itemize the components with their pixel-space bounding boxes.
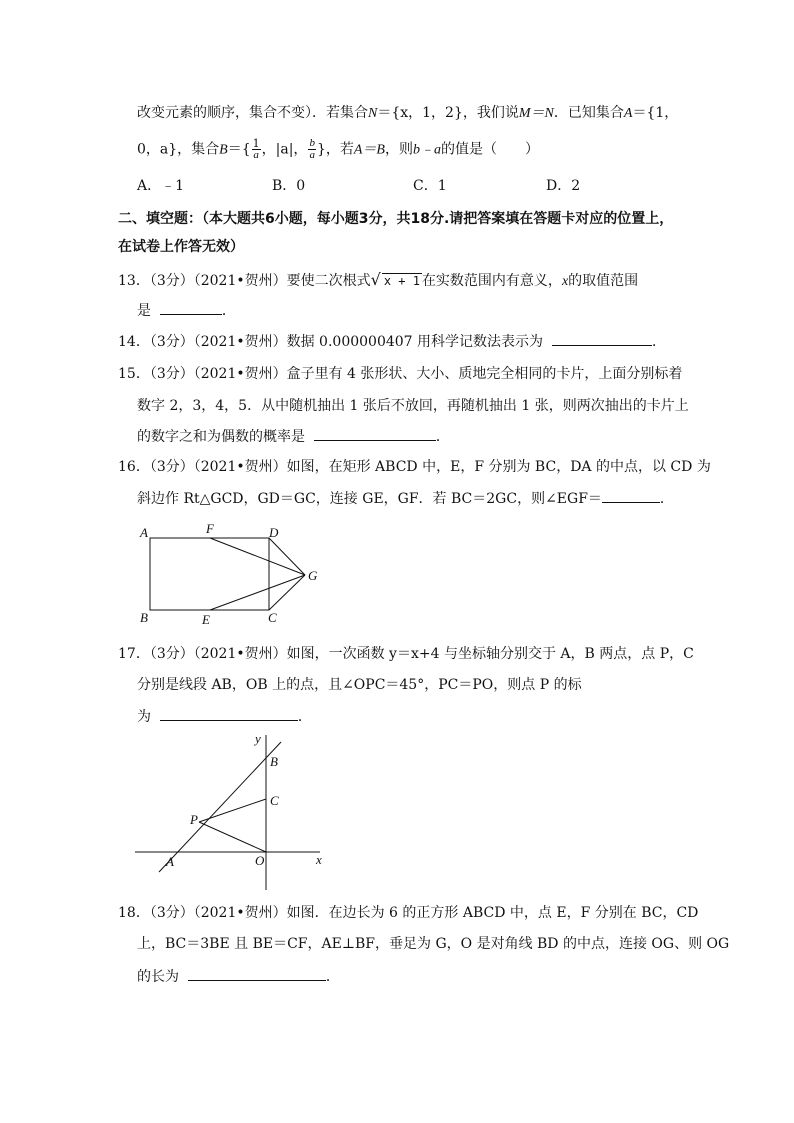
q15-line3: 的数字之和为偶数的概率是 ． [137, 426, 450, 447]
q16-line2: 斜边作 Rt△GCD，GD＝GC，连接 GE，GF．若 BC＝2GC，则∠EGF＝ ． [137, 488, 674, 509]
q16-line1: 16．（3分）（2021•贺州）如图，在矩形 ABCD 中，E，F 分别为 BC，DA 的中点，以 CD 为 [118, 459, 711, 475]
section-heading: 二、填空题：（本大题共6小题，每小题3分，共18分.请把答案填在答题卡对应的位置上， [118, 211, 674, 227]
radicand: x + 1 [383, 274, 420, 288]
segment-po [199, 822, 266, 852]
choice-c[interactable]: C．1 [413, 178, 447, 194]
label-y: y [255, 731, 261, 746]
label-b: B [270, 754, 278, 769]
label-p: P [190, 812, 198, 827]
q13-answer-blank[interactable] [160, 300, 222, 315]
choice-b[interactable]: B．0 [272, 178, 306, 194]
q16-figure [135, 518, 335, 630]
q18-line1: 18．（3分）（2021•贺州）如图．在边长为 6 的正方形 ABCD 中，点 E，F 分别在 BC，CD [118, 905, 699, 921]
fraction-b-over-a: $\frac{b}{a}$ [309, 137, 315, 161]
label-c: C [268, 610, 277, 625]
label-f: F [206, 521, 214, 536]
section-heading-cont: 在试卷上作答无效） [118, 239, 244, 255]
q17-answer-blank[interactable] [160, 706, 298, 721]
segment-cg [269, 575, 305, 610]
label-a: A [166, 854, 174, 869]
segment-dg [269, 538, 305, 575]
label-o: O [255, 853, 265, 868]
q16-answer-blank[interactable] [602, 488, 660, 503]
q14-answer-blank[interactable] [552, 331, 652, 346]
label-b: B [140, 610, 148, 625]
segment-pc [199, 799, 266, 822]
q15-answer-blank[interactable] [314, 426, 436, 441]
q18-answer-blank[interactable] [188, 966, 326, 981]
label-e: E [202, 612, 210, 627]
label-a: A [140, 525, 148, 540]
rectangle-abcd [150, 538, 269, 610]
label-g: G [308, 568, 318, 583]
label-d: D [269, 525, 279, 540]
choice-a[interactable]: A．﹣1 [137, 178, 185, 194]
q15-line2: 数字 2，3，4，5．从中随机抽出 1 张后不放回，再随机抽出 1 张，则两次抽出的卡片上 [137, 398, 689, 414]
q12-line2: 0，a}，集合B＝{ $\frac{1}{a}$ ，|a|， $\frac{b}{a}$ }，若A＝B，则b﹣a的值是（ ） [137, 137, 539, 161]
q15-line1: 15．（3分）（2021•贺州）盒子里有 4 张形状、大小、质地完全相同的卡片，上面分别标着 [118, 366, 683, 382]
q17-figure [135, 730, 335, 895]
q14-line1: 14．（3分）（2021•贺州）数据 0.000000407 用科学记数法表示为 ． [118, 331, 666, 352]
fraction-1-over-a: $\frac{1}{a}$ [252, 137, 260, 161]
q18-line3: 的长为 ． [137, 966, 340, 987]
label-c: C [270, 793, 279, 808]
q13-line2: 是 ． [137, 300, 236, 321]
segment-eg [210, 575, 305, 610]
q13-line1: 13．（3分）（2021•贺州）要使二次根式√ x + 1 在实数范围内有意义，x的取值范围 [118, 270, 639, 289]
q17-line3: 为 ． [137, 706, 312, 727]
q17-line2: 分别是线段 AB，OB 上的点，且∠OPC＝45°，PC＝PO，则点 P 的标 [137, 677, 582, 693]
q17-line1: 17．（3分）（2021•贺州）如图，一次函数 y＝x+4 与坐标轴分别交于 A，B 两点，点 P，C [118, 646, 694, 662]
label-x: x [316, 852, 322, 867]
q12-line1: 改变元素的顺序，集合不变）．若集合N＝{x，1，2}，我们说M＝N．已知集合A＝{1， [137, 105, 679, 121]
segment-fg [210, 538, 305, 575]
q18-line2: 上，BC＝3BE 且 BE＝CF，AE⊥BF，垂足为 G，O 是对角线 BD 的中点，连接 OG、则 OG [137, 936, 730, 952]
choice-d[interactable]: D．2 [546, 178, 581, 194]
